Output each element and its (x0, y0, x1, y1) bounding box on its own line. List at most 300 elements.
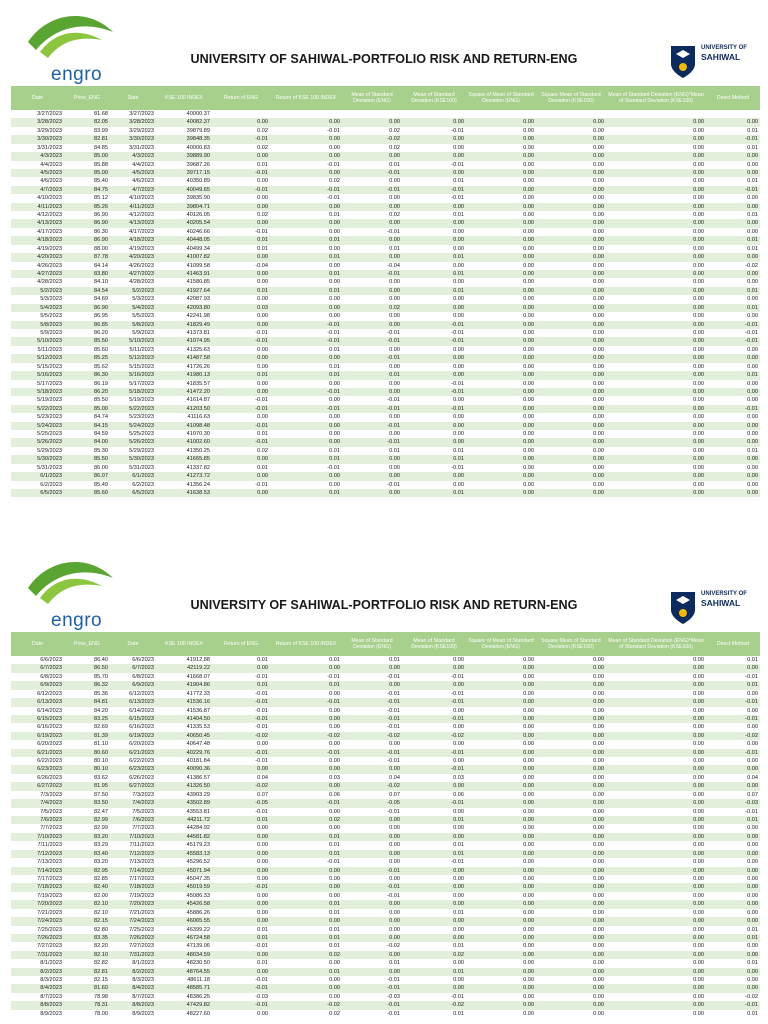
table-row (11, 236, 760, 244)
table-cell: 86.00 (94, 464, 108, 471)
table-cell: 86.50 (64, 664, 110, 672)
table-cell: 0.00 (329, 397, 340, 404)
table-cell: 0.00 (536, 1001, 606, 1009)
table-cell: 0.06 (453, 791, 464, 798)
table-cell: 0.01 (212, 816, 270, 824)
table-cell: 6/22/2023 (129, 758, 154, 765)
table-cell: 0.00 (693, 943, 704, 950)
table-row (11, 707, 760, 715)
table-cell: 4/28/2023 (129, 279, 154, 286)
table-cell: 0.00 (693, 926, 704, 933)
table-cell: 0.00 (466, 917, 536, 925)
table-cell: 0.00 (342, 287, 402, 295)
table-cell: 0.00 (523, 346, 534, 353)
table-cell: 0.00 (523, 657, 534, 663)
table-cell: -0.01 (327, 464, 340, 471)
table-cell: 40181.84 (186, 758, 210, 765)
table-cell: 42087.93 (186, 296, 210, 303)
table-cell: 86.30 (94, 228, 108, 235)
table-cell: 0.00 (270, 883, 342, 891)
table-cell: 0.00 (593, 892, 604, 899)
table-row (11, 791, 760, 799)
table-cell: 0.00 (606, 715, 706, 723)
table-cell: -0.01 (451, 380, 464, 387)
table-cell: 0.00 (329, 296, 340, 303)
table-cell: 0.00 (329, 724, 340, 731)
table-cell: -0.01 (212, 186, 270, 194)
table-cell: 0.00 (706, 850, 760, 858)
table-cell: 0.00 (706, 917, 760, 925)
table-cell: 0.00 (342, 388, 402, 396)
column-header: Price_ENG (64, 632, 110, 656)
table-cell: 0.00 (606, 782, 706, 790)
table-cell: 85.50 (64, 455, 110, 463)
table-cell: 7/5/2023 (132, 808, 154, 815)
table-cell: 4/13/2023 (110, 219, 156, 227)
table-cell: 0.00 (747, 414, 758, 421)
table-cell: 0.00 (747, 346, 758, 353)
table-cell: 7/5/2023 (40, 808, 62, 815)
table-row (11, 177, 760, 185)
table-cell: 40647.48 (186, 741, 210, 748)
table-cell: 0.00 (536, 867, 606, 875)
table-cell: 0.00 (606, 438, 706, 446)
table-cell: 43502.89 (156, 799, 212, 807)
table-cell: 41326.50 (156, 782, 212, 790)
table-cell: 0.00 (389, 859, 400, 866)
table-cell: 39848.35 (156, 135, 212, 143)
table-cell: 0.00 (402, 900, 466, 908)
table-cell: 5/9/2023 (40, 329, 62, 336)
table-cell: 7/10/2023 (110, 833, 156, 841)
table-cell: -0.01 (255, 707, 268, 714)
column-header: Price_ENG (64, 86, 110, 110)
table-cell: -0.03 (255, 993, 268, 1000)
table-cell: 0.00 (606, 489, 706, 497)
table-cell: 86.90 (64, 219, 110, 227)
column-header: Return of ENG (212, 632, 270, 656)
table-cell: 5/16/2023 (110, 371, 156, 379)
table-row (11, 337, 760, 345)
table-row (11, 228, 760, 236)
table-cell: 4/4/2023 (132, 161, 154, 168)
table-cell: 7/21/2023 (37, 909, 62, 916)
table-cell: -0.01 (212, 438, 270, 446)
table-cell: 0.00 (453, 262, 464, 269)
table-cell: 0.00 (453, 296, 464, 303)
table-cell: -0.01 (342, 186, 402, 194)
table-cell (536, 110, 606, 118)
table-cell: 0.01 (706, 236, 760, 244)
table-cell: 0.00 (536, 883, 606, 891)
table-cell: 0.00 (523, 481, 534, 488)
table-cell: 0.00 (693, 212, 704, 219)
table-cell: 0.00 (257, 313, 268, 320)
table-cell: 82.40 (64, 883, 110, 891)
table-cell: 0.00 (593, 296, 604, 303)
table-row (11, 926, 760, 934)
table-cell: 0.00 (523, 228, 534, 235)
table-cell: 0.00 (706, 270, 760, 278)
column-header: Date (110, 86, 156, 110)
table-cell: 82.95 (64, 867, 110, 875)
table-cell: 0.01 (257, 960, 268, 967)
table-cell: 0.00 (593, 397, 604, 404)
table-cell: 0.00 (466, 984, 536, 992)
table-cell: 0.01 (453, 178, 464, 185)
table-cell: 0.00 (389, 741, 400, 748)
table-cell: 0.01 (453, 1010, 464, 1017)
table-cell: -0.01 (387, 724, 400, 731)
engro-logo-text: engro (51, 64, 103, 85)
table-cell: 5/26/2023 (11, 438, 64, 446)
table-cell: 0.00 (342, 203, 402, 211)
table-cell: 7/17/2023 (129, 875, 154, 882)
table-cell: 0.00 (523, 262, 534, 269)
table-cell: 0.01 (270, 968, 342, 976)
table-cell: 0.00 (342, 219, 402, 227)
table-cell: 5/2/2023 (11, 287, 64, 295)
table-cell: 0.00 (593, 791, 604, 798)
table-cell: 0.00 (389, 380, 400, 387)
table-cell: 4/19/2023 (129, 245, 154, 252)
table-cell: -0.01 (706, 749, 760, 757)
table-row (11, 481, 760, 489)
table-cell: 0.00 (536, 337, 606, 345)
table-cell: 41386.57 (186, 774, 210, 781)
table-row (11, 194, 760, 202)
table-row (11, 867, 760, 875)
table-cell: -0.01 (270, 749, 342, 757)
table-cell: -0.01 (342, 867, 402, 875)
table-cell: 85.25 (64, 354, 110, 362)
table-cell: 7/11/2023 (37, 842, 62, 849)
table-cell: 0.00 (212, 867, 270, 875)
table-cell: 82.10 (64, 900, 110, 908)
table-cell: 0.00 (593, 859, 604, 866)
table-cell: -0.01 (451, 993, 464, 1000)
table-row (11, 203, 760, 211)
table-cell: 0.00 (402, 152, 466, 160)
table-cell: 83.20 (64, 833, 110, 841)
table-cell: 6/20/2023 (37, 741, 62, 748)
table-cell: 48227.60 (186, 1010, 210, 1017)
table-cell: 0.00 (593, 262, 604, 269)
table-cell: -0.01 (402, 321, 466, 329)
table-cell: 4/17/2023 (37, 228, 62, 235)
table-cell: -0.01 (212, 883, 270, 891)
table-cell: -0.01 (706, 186, 760, 194)
table-cell: -0.01 (451, 329, 464, 336)
table-cell: 83.80 (64, 270, 110, 278)
table-cell: 5/26/2023 (110, 438, 156, 446)
column-header: Date (11, 632, 64, 656)
table-cell: -0.01 (451, 195, 464, 202)
table-cell: 0.00 (453, 431, 464, 438)
table-row (11, 396, 760, 404)
table-cell: 0.00 (693, 774, 704, 781)
table-cell: 0.00 (536, 152, 606, 160)
table-cell: 6/16/2023 (129, 724, 154, 731)
table-cell: 85.00 (64, 405, 110, 413)
table-cell: 0.00 (453, 707, 464, 714)
table-cell: 78.00 (94, 1010, 108, 1017)
column-header: Mean of Standard Deviation (KSE100) (402, 632, 466, 656)
table-cell: 0.00 (536, 321, 606, 329)
table-cell: 0.00 (466, 236, 536, 244)
table-cell: 0.00 (466, 664, 536, 672)
table-cell: 0.00 (402, 438, 466, 446)
table-cell: 0.00 (593, 673, 604, 680)
table-cell: 0.00 (402, 304, 466, 312)
table-cell: 0.00 (593, 431, 604, 438)
table-cell: 0.00 (536, 118, 606, 126)
table-cell: 7/7/2023 (40, 825, 62, 832)
table-cell: 82.99 (94, 825, 108, 832)
table-cell: 0.00 (257, 825, 268, 832)
engro-logo-text: engro (51, 610, 103, 631)
table-row (11, 118, 760, 126)
table-cell: -0.01 (387, 228, 400, 235)
table-cell: 0.07 (257, 791, 268, 798)
table-row (11, 715, 760, 723)
table-cell: 80.60 (64, 749, 110, 757)
table-cell: 0.00 (536, 203, 606, 211)
table-cell: 0.00 (606, 118, 706, 126)
table-cell: 0.00 (536, 287, 606, 295)
table-cell: 7/3/2023 (40, 791, 62, 798)
table-cell: 7/24/2023 (11, 917, 64, 925)
table-cell: 84.75 (64, 186, 110, 194)
table-row (11, 371, 760, 379)
table-cell: 0.00 (342, 118, 402, 126)
table-row (11, 363, 760, 371)
table-cell: 4/7/2023 (11, 186, 64, 194)
table-cell: 81.39 (64, 732, 110, 740)
table-row (11, 354, 760, 362)
table-row (11, 447, 760, 455)
table-cell: 0.00 (212, 968, 270, 976)
table-cell: 0.00 (693, 791, 704, 798)
table-row (11, 287, 760, 295)
table-cell: 0.00 (329, 414, 340, 421)
table-cell: 41074.95 (156, 337, 212, 345)
table-cell: 4/7/2023 (110, 186, 156, 194)
table-cell: 0.00 (536, 253, 606, 261)
table-cell: 0.01 (402, 455, 466, 463)
table-cell: 82.82 (94, 960, 108, 967)
table-cell: 0.00 (453, 228, 464, 235)
table-cell: 0.00 (693, 977, 704, 984)
document-page-2 (0, 546, 768, 1018)
table-cell: 0.00 (453, 245, 464, 252)
table-cell: 45019.59 (156, 883, 212, 891)
table-cell: 0.00 (453, 481, 464, 488)
table-cell: 5/30/2023 (110, 455, 156, 463)
table-cell: 0.01 (706, 304, 760, 312)
table-cell: 0.00 (536, 951, 606, 959)
table-cell: 0.04 (747, 774, 758, 781)
table-cell: -0.01 (327, 127, 340, 134)
table-cell: 0.00 (593, 212, 604, 219)
table-cell: 43553.81 (186, 808, 210, 815)
table-cell: -0.01 (255, 228, 268, 235)
table-cell: 0.00 (329, 431, 340, 438)
table-cell: 0.00 (593, 464, 604, 471)
table-row (11, 144, 760, 152)
table-cell: -0.01 (387, 690, 400, 697)
table-cell: 0.00 (593, 657, 604, 663)
table-cell: 4/27/2023 (11, 270, 64, 278)
table-cell: 6/1/2023 (110, 472, 156, 480)
table-cell: 0.02 (389, 144, 400, 151)
table-cell: 3/29/2023 (37, 127, 62, 134)
table-cell: 0.00 (747, 296, 758, 303)
table-cell: 7/14/2023 (11, 867, 64, 875)
table-cell: 0.00 (466, 152, 536, 160)
table-cell: 4/12/2023 (37, 212, 62, 219)
page-title: UNIVERSITY OF SAHIWAL-PORTFOLIO RISK AND RETURN-ENG (190, 598, 578, 612)
table-cell: 4/20/2023 (110, 253, 156, 261)
table-cell: 4/6/2023 (132, 178, 154, 185)
table-row (11, 993, 760, 1001)
table-cell: 84.59 (94, 431, 108, 438)
table-row (11, 959, 760, 967)
table-cell: 3/31/2023 (129, 144, 154, 151)
table-cell: 0.00 (693, 228, 704, 235)
table-cell: 0.02 (342, 304, 402, 312)
table-cell: 0.01 (329, 212, 340, 219)
table-cell: 0.00 (402, 883, 466, 891)
page-title: UNIVERSITY OF SAHIWAL-PORTFOLIO RISK AND RETURN-ENG (190, 52, 578, 66)
table-row (11, 656, 760, 664)
table-cell: 0.00 (257, 875, 268, 882)
table-cell: 0.00 (536, 455, 606, 463)
table-cell: 82.05 (64, 118, 110, 126)
table-cell: 84.81 (64, 698, 110, 706)
table-cell: 0.00 (593, 825, 604, 832)
university-logo (668, 42, 758, 82)
table-cell: 0.00 (606, 968, 706, 976)
table-cell: 4/10/2023 (37, 195, 62, 202)
table-cell: 0.00 (466, 118, 536, 126)
table-cell: 85.50 (64, 337, 110, 345)
table-row (11, 455, 760, 463)
table-cell: 0.00 (212, 951, 270, 959)
table-cell: 0.00 (466, 934, 536, 942)
table-cell: 0.00 (402, 169, 466, 177)
table-cell: 0.00 (523, 127, 534, 134)
table-row (11, 892, 760, 900)
table-cell: 0.00 (606, 664, 706, 672)
table-cell: 5/17/2023 (129, 380, 154, 387)
table-cell: 0.00 (329, 228, 340, 235)
table-cell: 8/7/2023 (132, 993, 154, 1000)
table-cell: 0.01 (270, 253, 342, 261)
table-cell: -0.01 (342, 354, 402, 362)
table-cell: 0.00 (466, 388, 536, 396)
table-cell: 0.00 (466, 749, 536, 757)
table-cell: 7/7/2023 (132, 825, 154, 832)
table-cell: 6/27/2023 (11, 782, 64, 790)
table-cell: 0.00 (706, 664, 760, 672)
table-cell: 0.02 (257, 212, 268, 219)
table-cell: 48034.59 (156, 951, 212, 959)
table-cell: 4/26/2023 (37, 262, 62, 269)
table-cell: 0.00 (453, 758, 464, 765)
table-cell: 0.00 (270, 472, 342, 480)
table-cell: 0.00 (593, 741, 604, 748)
table-row (11, 909, 760, 917)
table-cell: 0.00 (453, 960, 464, 967)
table-cell: 0.00 (606, 951, 706, 959)
table-cell: 86.90 (64, 236, 110, 244)
table-cell: 0.00 (606, 732, 706, 740)
table-cell: 6/2/2023 (132, 481, 154, 488)
table-cell: 0.01 (453, 943, 464, 950)
table-cell: 3/28/2023 (11, 118, 64, 126)
table-cell: 0.00 (606, 816, 706, 824)
table-cell: 0.00 (606, 219, 706, 227)
table-cell: 39717.15 (156, 169, 212, 177)
table-cell: -0.01 (255, 481, 268, 488)
table-cell: 84.10 (94, 279, 108, 286)
table-cell: 8/3/2023 (40, 977, 62, 984)
table-cell: 0.00 (536, 917, 606, 925)
table-cell: 0.00 (389, 195, 400, 202)
table-cell: 0.00 (606, 354, 706, 362)
table-cell: 0.00 (693, 825, 704, 832)
table-cell: 40205.54 (156, 219, 212, 227)
table-cell: 0.06 (329, 791, 340, 798)
table-cell: 0.00 (536, 422, 606, 430)
table-cell: 0.00 (693, 313, 704, 320)
table-cell: 7/12/2023 (110, 850, 156, 858)
table-cell: 0.00 (466, 799, 536, 807)
table-cell: 85.30 (94, 447, 108, 454)
table-cell: 0.00 (453, 808, 464, 815)
table-cell: 0.00 (536, 732, 606, 740)
table-cell: 40000.83 (186, 144, 210, 151)
table-cell: 6/8/2023 (40, 673, 62, 680)
table-cell: 80.10 (94, 758, 108, 765)
table-cell: 0.00 (342, 253, 402, 261)
table-cell: 0.00 (402, 867, 466, 875)
table-cell: -0.01 (255, 673, 268, 680)
table-cell: 0.00 (523, 808, 534, 815)
table-cell: 0.00 (706, 422, 760, 430)
table-cell: 0.00 (747, 758, 758, 765)
table-cell: 0.00 (329, 262, 340, 269)
table-cell: 0.02 (329, 1010, 340, 1017)
table-cell: 45426.58 (156, 900, 212, 908)
table-cell: 0.00 (693, 808, 704, 815)
table-cell: 0.00 (453, 741, 464, 748)
table-row (11, 749, 760, 757)
table-cell: 0.00 (342, 934, 402, 942)
returns-table (11, 86, 760, 497)
table-cell: 0.00 (536, 664, 606, 672)
table-cell: 0.00 (466, 169, 536, 177)
column-header: Mean of Standard Deviation (ENG)*Mean of Standard Deviation (KSE100) (606, 86, 706, 110)
returns-table (11, 632, 760, 1018)
table-cell: 6/1/2023 (11, 472, 64, 480)
table-cell: 0.00 (212, 489, 270, 497)
table-cell: 0.00 (402, 472, 466, 480)
table-cell: 0.00 (402, 203, 466, 211)
table-cell: 0.01 (402, 270, 466, 278)
table-cell: 0.01 (257, 464, 268, 471)
